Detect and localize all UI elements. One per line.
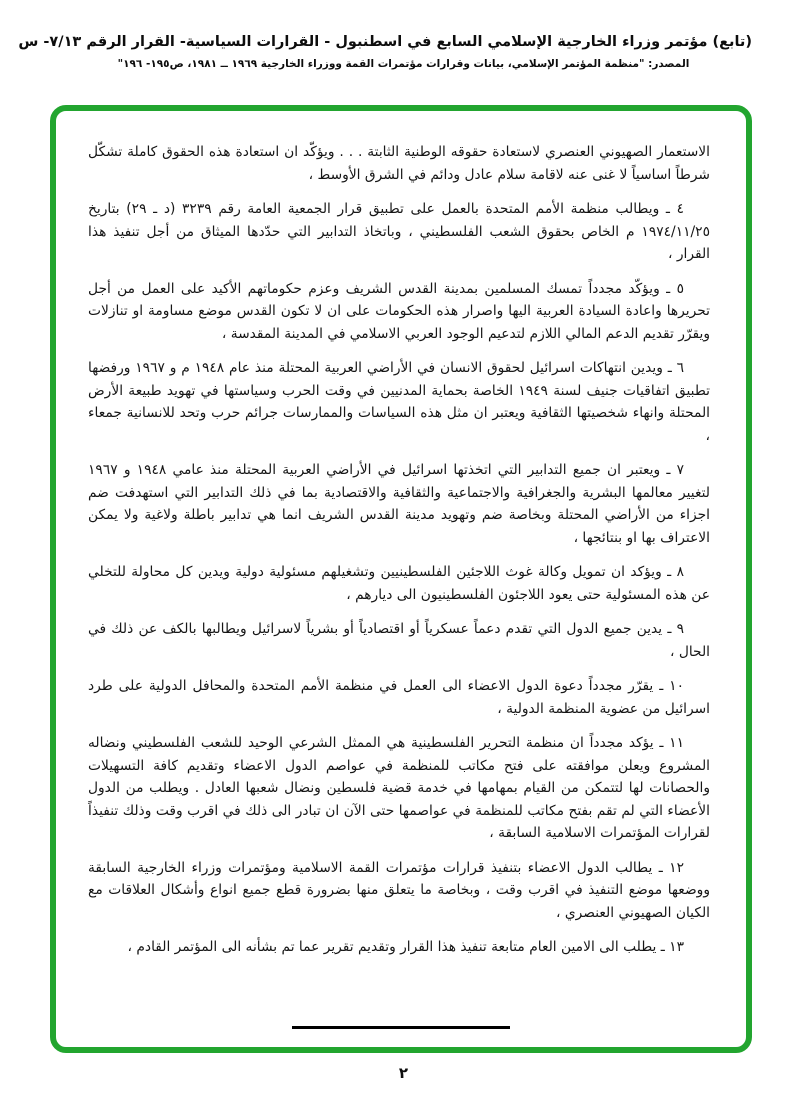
green-frame <box>50 105 752 1053</box>
paragraph-continuation: الاستعمار الصهيوني العنصري لاستعادة حقوقه الوطنية الثابتة . . . ويؤكّد ان استعادة هذه الحقوق كاملة تشكّل شرطاً اساسياً لا غنى عنه لاقامة سلام عادل ودائم في الشرق الأوسط ، <box>88 144 710 183</box>
footer-divider <box>292 1026 510 1029</box>
header-source: المصدر: "منظمة المؤتمر الإسلامي، بيانات وقرارات مؤتمرات القمة ووزراء الخارجية ١٩٦٩ ــ ١٩٨١، ص١٩٥- ١٩٦" <box>117 58 690 70</box>
paragraph-8: ٨ ـ ويؤكد ان تمويل وكالة غوث اللاجئين الفلسطينيين وتشغيلهم مسئولية دولية ويدين كل محاولة للتخلي عن هذه المسئولية حتى يعود اللاجئون الفلسطينيون الى ديارهم ، <box>88 564 710 603</box>
paragraph-7: ٧ ـ ويعتبر ان جميع التدابير التي اتخذتها اسرائيل في الأراضي العربية المحتلة منذ عامي ١٩٤٨ و ١٩٦٧ لتغيير معالمها البشرية والجغرافية والاجتماعية والثقافية والاقتصادية بما في ذلك التدابير التي استهدفت ضم اجزاء من الأراضي المحتلة وبخاصة ضم وتهويد مدينة القدس الشريف انما هي تدابير باطلة ولاغية ولا يمكن الاعتراف بها او بنتائجها ، <box>88 462 710 546</box>
paragraph-11: ١١ ـ يؤكد مجدداً ان منظمة التحرير الفلسطينية هي الممثل الشرعي الوحيد للشعب الفلسطيني ونضاله المشروع ويعلن موافقته على فتح مكاتب للمنظمة في عواصم الدول الاعضاء وتقديم كافة التسهيلات والحصانات لها لتتمكن من القيام بمهامها في خدمة قضية فلسطين ونضال شعبها العادل . ويطلب من الدول الأعضاء التي لم تقم بفتح مكاتب للمنظمة في عواصمها حتى الآن ان تبادر الى ذلك في اقرب وقت وذلك تنفيذاً لقرارات المؤتمرات الاسلامية السابقة ، <box>88 735 710 841</box>
page-number: ٢ <box>398 1064 409 1082</box>
paragraph-9: ٩ ـ يدين جميع الدول التي تقدم دعماً عسكرياً أو اقتصادياً أو بشرياً لاسرائيل ويطالبها بالكف عن ذلك في الحال ، <box>88 621 710 660</box>
paragraph-6: ٦ ـ ويدين انتهاكات اسرائيل لحقوق الانسان في الأراضي العربية المحتلة منذ عام ١٩٤٨ م و ١٩٦٧ ورفضها تطبيق اتفاقيات جنيف لسنة ١٩٤٩ الخاصة بحماية المدنيين في وقت الحرب وسياستها في تهويد طبيعة الأرض المحتلة وانهاء شخصيتها الثقافية ويعتبر ان مثل هذه السياسات والممارسات جرائم حرب وتحد للانسانية جمعاء ، <box>88 360 710 444</box>
header-title: (تابع) مؤتمر وزراء الخارجية الإسلامي السابع في اسطنبول - القرارات السياسية- القرار الرقم ٧/١٣- س <box>18 34 752 50</box>
document-header <box>18 34 752 70</box>
paragraph-4: ٤ ـ ويطالب منظمة الأمم المتحدة بالعمل على تطبيق قرار الجمعية العامة رقم ٣٢٣٩ (د ـ ٢٩) بتاريخ ١٩٧٤/١١/٢٥ م الخاص بحقوق الشعب الفلسطيني ، وباتخاذ التدابير التي حدّدها الميثاق من أجل تنفيذ هذا القرار ، <box>88 201 710 262</box>
paragraph-12: ١٢ ـ يطالب الدول الاعضاء بتنفيذ قرارات مؤتمرات القمة الاسلامية ومؤتمرات وزراء الخارجية السابقة ووضعها موضع التنفيذ في اقرب وقت ، وبخاصة ما يتعلق منها بضرورة قطع جميع انواع وأشكال العلاقات مع الكيان الصهيوني العنصري ، <box>88 859 710 921</box>
document-body <box>56 111 746 1047</box>
paragraph-13: ١٣ ـ يطلب الى الامين العام متابعة تنفيذ هذا القرار وتقديم تقرير عما تم بشأنه الى المؤتمر القادم ، <box>127 939 684 955</box>
paragraph-10: ١٠ ـ يقرّر مجدداً دعوة الدول الاعضاء الى العمل في منظمة الأمم المتحدة والمحافل الدولية على طرد اسرائيل من عضوية المنظمة الدولية ، <box>88 678 710 717</box>
paragraph-5: ٥ ـ ويؤكّد مجدداً تمسك المسلمين بمدينة القدس الشريف وعزم حكوماتهم الأكيد على العمل من أجل تحريرها واعادة السيادة العربية اليها واصرار هذه الحكومات على ان لا تكون القدس موضع مساومة او تنازلات ويقرّر تقديم الدعم المالي اللازم لتدعيم الوجود العربي الاسلامي في المدينة المقدسة ، <box>88 280 710 342</box>
